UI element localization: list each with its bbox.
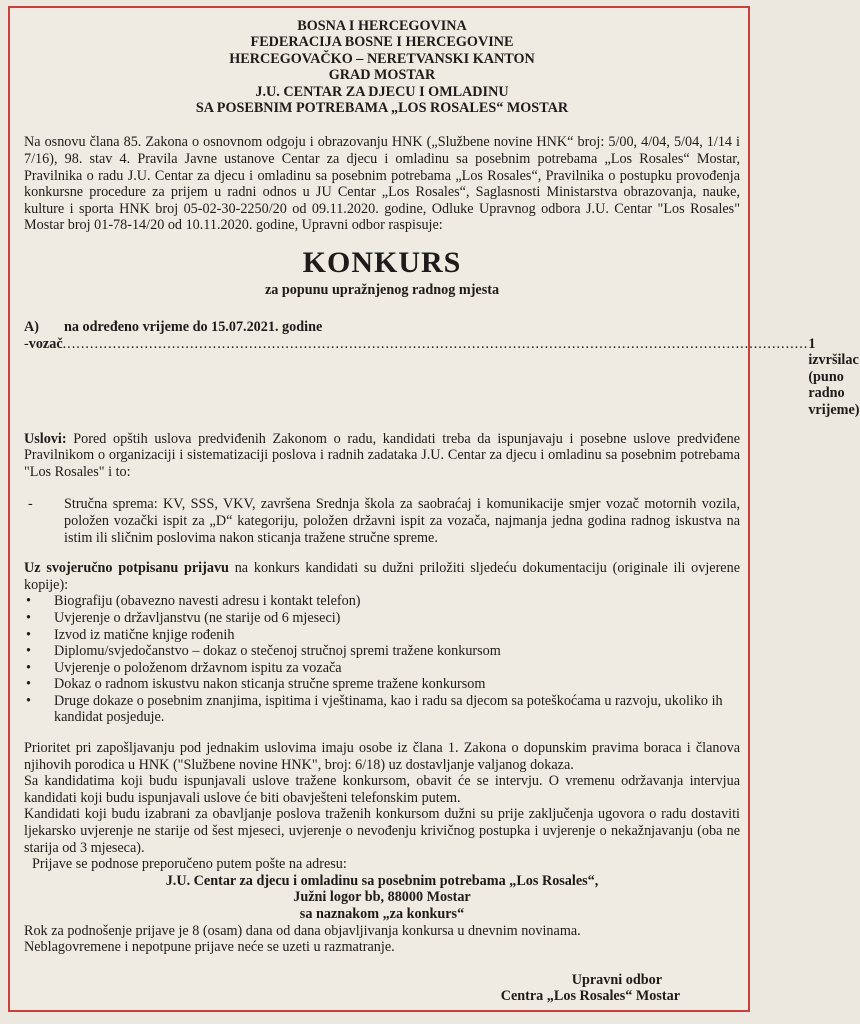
document-header: [24, 18, 740, 116]
position-name: vozač: [28, 335, 63, 352]
document-list: [24, 593, 740, 726]
document-title: KONKURS: [302, 246, 462, 279]
rok-paragraph: Rok za podnošenje prijave je 8 (osam) dana od dana objavljivanja konkursa u dnevnim novinama.: [24, 922, 581, 939]
list-item: [24, 627, 740, 644]
position-row: [24, 335, 860, 419]
strucna-text: Stručna sprema: KV, SSS, VKV, završena Srednja škola za saobraćaj i komunikacije smjer vozač motornih vozila, položen vozački ispit za „D“ kategoriju, položen državni ispit za vozača, najmanja jedna godina radnog iskustva na istim ili sličnim poslovima nakon sticanja tražene stručne spreme.: [64, 496, 740, 546]
section-a-heading: [24, 319, 740, 336]
header-country: BOSNA I HERCEGOVINA: [297, 18, 467, 34]
bullet-icon: •: [26, 659, 31, 676]
header-institution-2: SA POSEBNIM POTREBAMA „LOS ROSALES“ MOSTAR: [195, 100, 569, 117]
neblagovremene-paragraph: Neblagovremene i nepotpune prijave neće se uzeti u razmatranje.: [24, 939, 395, 956]
bullet-icon: •: [26, 676, 31, 693]
uslovi-text: Pored opštih uslova predviđenih Zakonom o radu, kandidati treba da ispunjavaju i posebne uslove predviđene Pravilnikom o organizaciji i sistematizaciji poslova i radnih zadataka J.U. Centar za djecu i omladinu sa posebnim potrebama "Los Rosales" i to:: [24, 430, 740, 480]
list-item: [24, 610, 740, 627]
section-a-label: A): [24, 319, 39, 335]
list-item: [24, 593, 740, 610]
bullet-icon: •: [26, 643, 31, 660]
intro-paragraph: Na osnovu člana 85. Zakona o osnovnom odgoju i obrazovanju HNK („Službene novine HNK“ broj: 5/00, 4/04, 5/04, 1/14 i 7/16), 98. stav 4. Pravila Javne ustanove Centar za djecu i omladinu sa posebnim potrebama „Los Rosales“ Mostar, Pravilnika o radu J.U. Centar za djecu i omladinu sa posebnim potrebama „Los Rosales“, Pravilnika o postupku provođenja konkursne procedure za prijem u radni odnos u JU Centar „Los Rosales“, Saglasnosti Ministarstva obrazovanja, nauke, kulture i sporta HNK broj 05-02-30-2250/20 od 09.11.2020. godine, Odluke Upravnog odbora J.U. Centar "Los Rosales" Mostar broj 01-78-14/20 od 10.11.2020. godine, Upravni odbor raspisuje:: [24, 134, 740, 234]
position-dash: -: [24, 335, 29, 352]
address-line-1: J.U. Centar za djecu i omladinu sa posebnim potrebama „Los Rosales“,: [165, 872, 599, 889]
header-federation: FEDERACIJA BOSNE I HERCEGOVINE: [250, 34, 514, 51]
intervju-paragraph: Sa kandidatima koji budu ispunjavali uslove tražene konkursom, obavit će se intervju. O vremenu održavanja intervjua kandidati koji budu ispunjavali uslove će biti obavješteni telefonskim putem.: [24, 773, 740, 806]
list-item-text: Biografiju (obavezno navesti adresu i kontakt telefon): [54, 593, 361, 610]
prioritet-paragraph: Prioritet pri zapošljavanju pod jednakim uslovima imaju osobe iz člana 1. Zakona o dopunskim pravima boraca i članova njihovih porodica u HNK ("Službene novine HNK", broj: 6/18) uz dostavljanje valjanog dokaza.: [24, 740, 740, 773]
list-item: [24, 660, 740, 677]
list-item-text: Diplomu/svjedočanstvo – dokaz o stečenoj stručnoj spremi tražene konkursom: [54, 643, 501, 660]
signature-line-2: Centra „Los Rosales“ Mostar: [500, 988, 680, 1005]
list-item: [24, 676, 740, 693]
address-block: [24, 873, 740, 923]
signature-line-1: Upravni odbor: [571, 971, 662, 988]
uslovi-label: Uslovi:: [24, 430, 67, 447]
strucna-dash: -: [28, 496, 33, 513]
izabrani-paragraph: Kandidati koji budu izabrani za obavljanje poslova traženih konkursom dužni su prije zaključenja ugovora o radu dostaviti ljekarsko uvjerenje ne starije od šest mjeseci, uvjerenje o nevođenju krivičnog postupka i uvjerenje o nekažnjavanju (oba ne starija od 3 mjeseca).: [24, 806, 740, 856]
prijave-adresa: Prijave se podnose preporučeno putem pošte na adresu:: [32, 856, 347, 873]
uslovi-paragraph: [24, 431, 740, 481]
list-item-text: Dokaz o radnom iskustvu nakon sticanja stručne spreme tražene konkursom: [54, 676, 486, 693]
header-institution: J.U. CENTAR ZA DJECU I OMLADINU: [255, 83, 509, 100]
signature-block: [24, 972, 740, 1005]
list-item-text: Uvjerenje o državljanstvu (ne starije od 6 mjeseci): [54, 609, 341, 626]
position-dots: ....................................................................................................................................................................: [62, 335, 809, 352]
address-line-3: sa naznakom „za konkurs“: [299, 906, 465, 922]
list-item: [24, 693, 740, 726]
bullet-icon: •: [26, 609, 31, 626]
document-content: [24, 16, 860, 1005]
bullet-icon: •: [26, 692, 31, 709]
header-city: GRAD MOSTAR: [328, 67, 436, 84]
document-frame: [8, 6, 860, 1012]
list-item-text: Uvjerenje o položenom državnom ispitu za vozača: [54, 659, 342, 676]
list-item-text: Druge dokaze o posebnim znanjima, ispitima i vještinama, kao i radu sa djecom sa poteškoćama u razvoju, ukoliko ih kandidat posjeduje.: [54, 692, 723, 726]
document-subtitle: za popunu upražnjenog radnog mjesta: [264, 282, 500, 298]
list-item-text: Izvod iz matične knjige rođenih: [54, 626, 235, 643]
strucna-item: [24, 496, 740, 546]
prijava-text: na konkurs kandidati su dužni priložiti sljedeću dokumentaciju (originale ili ovjerene kopije):: [24, 560, 740, 593]
bullet-icon: •: [26, 626, 31, 643]
address-line-2: Južni logor bb, 88000 Mostar: [293, 889, 471, 906]
section-a-text: na određeno vrijeme do 15.07.2021. godine: [64, 319, 323, 335]
position-count: 1 izvršilac (puno radno vrijeme): [808, 335, 860, 418]
bullet-icon: •: [26, 593, 31, 610]
prijava-bold: Uz svojeručno potpisanu prijavu: [24, 560, 229, 577]
list-item: [24, 643, 740, 660]
header-canton: HERCEGOVAČKO – NERETVANSKI KANTON: [229, 50, 535, 67]
prijava-paragraph: [24, 560, 740, 593]
